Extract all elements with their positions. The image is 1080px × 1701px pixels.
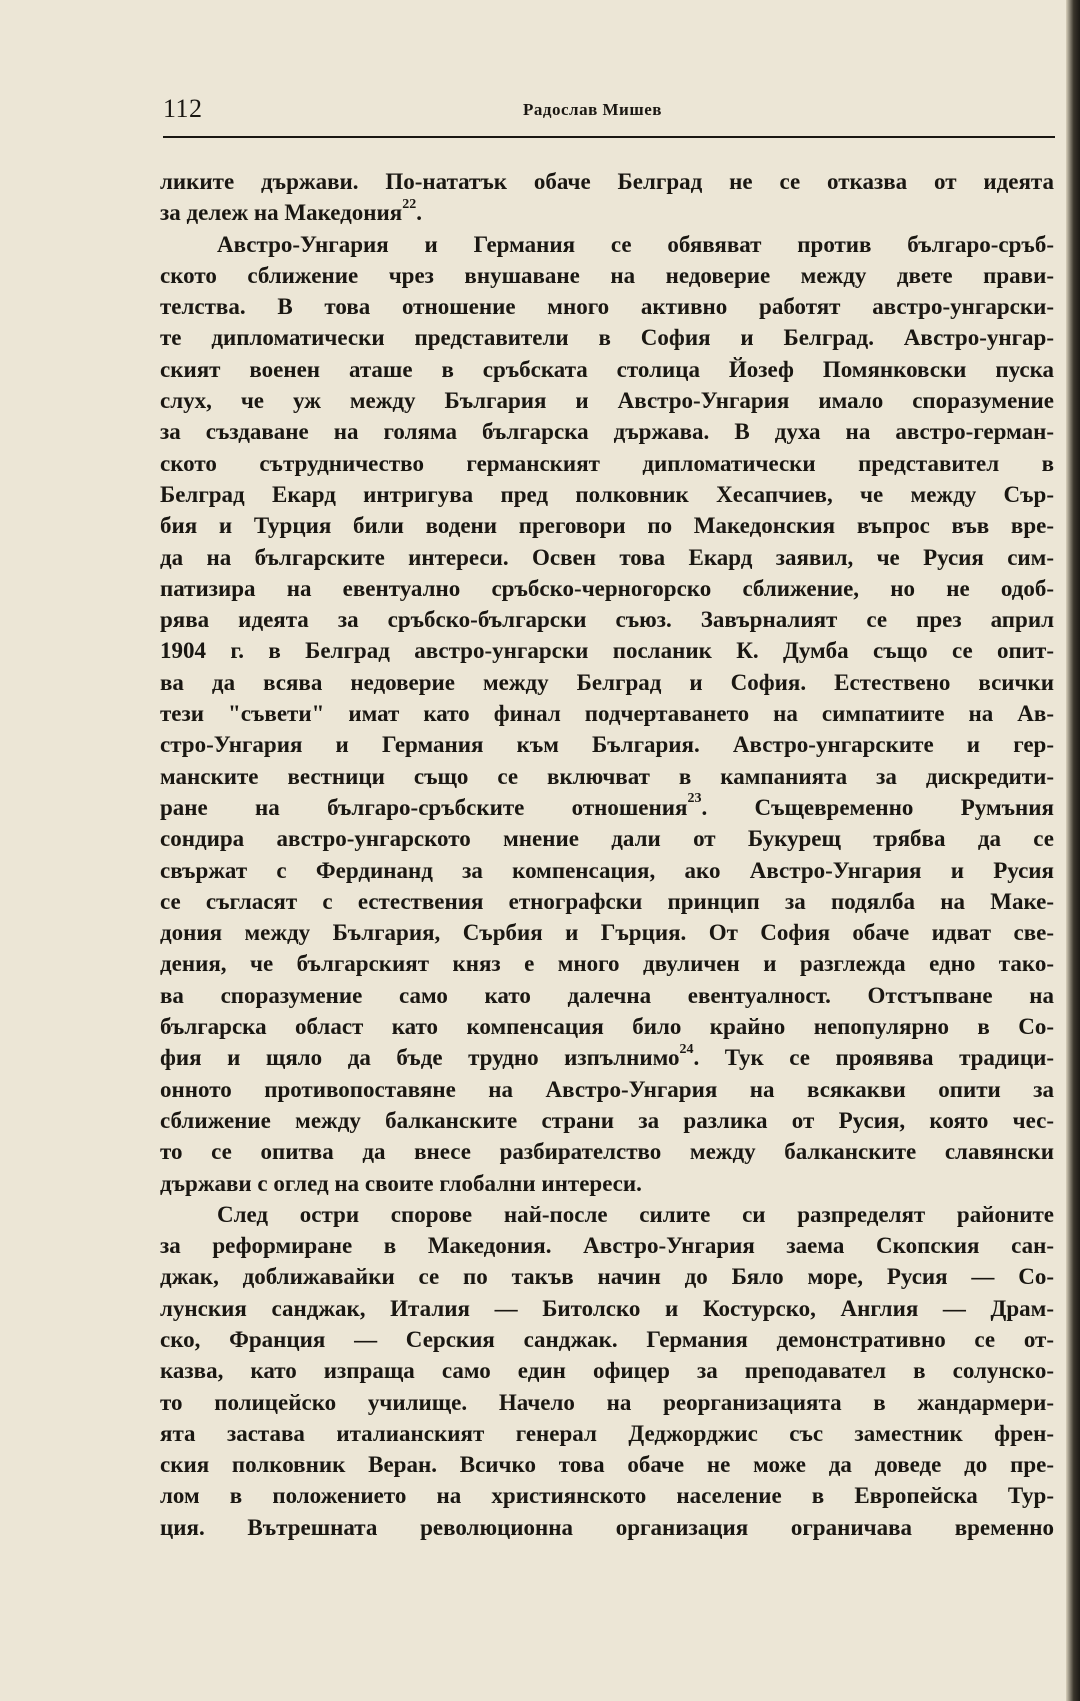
text-line: казва, като изпраща само един офицер за преподавател в солунско-	[160, 1358, 1054, 1384]
text-line: ция. Вътрешната революционна организация ограничава временно	[160, 1514, 1054, 1540]
page-edge-shadow	[1066, 0, 1080, 1701]
text-line: ското сътрудничество германският дипломатически представител в	[160, 450, 1054, 476]
text-line: ското сближение чрез внушаване на недоверие между двете прави-	[160, 262, 1054, 288]
text-line: ско, Франция — Серския санджак. Германия демонстративно се от-	[160, 1326, 1054, 1352]
text-line: за реформиране в Македония. Австро-Унгария заема Скопския сан-	[160, 1233, 1054, 1259]
page-number: 112	[163, 94, 203, 123]
footnote-ref-24: 24	[679, 1041, 694, 1057]
text-line: джак, доближавайки се по такъв начин до Бяло море, Русия — Со-	[160, 1264, 1054, 1290]
text-line: стро-Унгария и Германия към България. Австро-унгарските и гер-	[160, 732, 1054, 758]
text-line: да на българските интереси. Освен това Екард заявил, че Русия сим-	[160, 544, 1054, 570]
text-line: тези "съвети" имат като финал подчертаването на симпатиите на Ав-	[160, 701, 1054, 727]
footnote-ref-23: 23	[687, 791, 702, 807]
text-line: телства. В това отношение много активно работят австро-унгарски-	[160, 294, 1054, 320]
text-line: българска област като компенсация било крайно непопулярно в Со-	[160, 1014, 1054, 1040]
text-line: лунския санджак, Италия — Битолско и Костурско, Англия — Драм-	[160, 1295, 1054, 1321]
text-line: слух, че уж между България и Австро-Унгария имало споразумение	[160, 388, 1054, 414]
text-line: се съгласят с естествения етнографски принцип за подялба на Маке-	[160, 888, 1054, 914]
text-line: държави с оглед на своите глобални интереси.	[160, 1170, 642, 1196]
text-line: то полицейско училище. Начело на реорганизацията в жандармери-	[160, 1389, 1054, 1415]
footnote-ref-22: 22	[402, 196, 417, 212]
text-line: лом в положението на християнското население в Европейска Тур-	[160, 1483, 1054, 1509]
text-line: ликите държави. По-нататък обаче Белград не се отказва от идеята	[160, 169, 1054, 194]
text-line: те дипломатически представители в София и Белград. Австро-унгар-	[160, 325, 1054, 351]
text-line: патизира на евентуално сръбско-черногорско сближение, но не одоб-	[160, 575, 1054, 601]
header-rule	[163, 136, 1055, 138]
text-line: то се опитва да внесе разбирателство между балканските славянски	[160, 1139, 1054, 1165]
text-line: дения, че българският княз е много двуличен и разглежда едно тако-	[160, 951, 1054, 977]
text-line: ва да всява недоверие между Белград и София. Естествено всички	[160, 669, 1054, 695]
running-head-author: Радослав Мишев	[523, 100, 662, 119]
text-line: Белград Екард интригува пред полковник Хесапчиев, че между Сър-	[160, 481, 1054, 507]
text-line: дония между България, Сърбия и Гърция. От София обаче идват све-	[160, 920, 1054, 946]
text-line: ва споразумение само като далечна евентуалност. Отстъпване на	[160, 982, 1054, 1008]
text-line: Австро-Унгария и Германия се обявяват против българо-сръб-	[217, 231, 1054, 257]
text-line: за дележ на Македония$^{22}$.	[160, 196, 423, 226]
text-line: сближение между балканските страни за разлика от Русия, която чес-	[160, 1107, 1054, 1133]
text-line: 1904 г. в Белград австро-унгарски посланик К. Думба също се опит-	[160, 638, 1054, 664]
running-head	[163, 94, 1055, 130]
text-line: онното противопоставяне на Австро-Унгария на всякакви опити за	[160, 1076, 1054, 1102]
text-line: фия и щяло да бъде трудно изпълнимо$^{24}$. Тук се проявява традици-	[160, 1041, 1054, 1071]
text-line: манските вестници също се включват в кампанията за дискредити-	[160, 763, 1054, 789]
text-line: за създаване на голяма българска държава. В духа на австро-герман-	[160, 419, 1054, 445]
text-line: сондира австро-унгарското мнение дали от Букурещ трябва да се	[160, 826, 1054, 852]
text-line: След остри спорове най-после силите си разпределят районите	[217, 1201, 1054, 1227]
text-line: бия и Турция били водени преговори по Македонския въпрос във вре-	[160, 513, 1054, 539]
text-line: ския полковник Веран. Всичко това обаче не може да доведе до пре-	[160, 1452, 1054, 1478]
text-line: ята застава италианският генерал Деджорджис със заместник френ-	[160, 1420, 1054, 1446]
body-text	[160, 166, 1054, 1543]
text-line: рява идеята за сръбско-български съюз. Завърналият се през април	[160, 607, 1054, 633]
text-line: ране на българо-сръбските отношения$^{23}$. Същевременно Румъния	[160, 791, 1054, 820]
text-line: ският военен аташе в сръбската столица Йозеф Помянковски пуска	[160, 356, 1054, 382]
text-line: свържат с Фердинанд за компенсация, ако Австро-Унгария и Русия	[160, 857, 1054, 883]
